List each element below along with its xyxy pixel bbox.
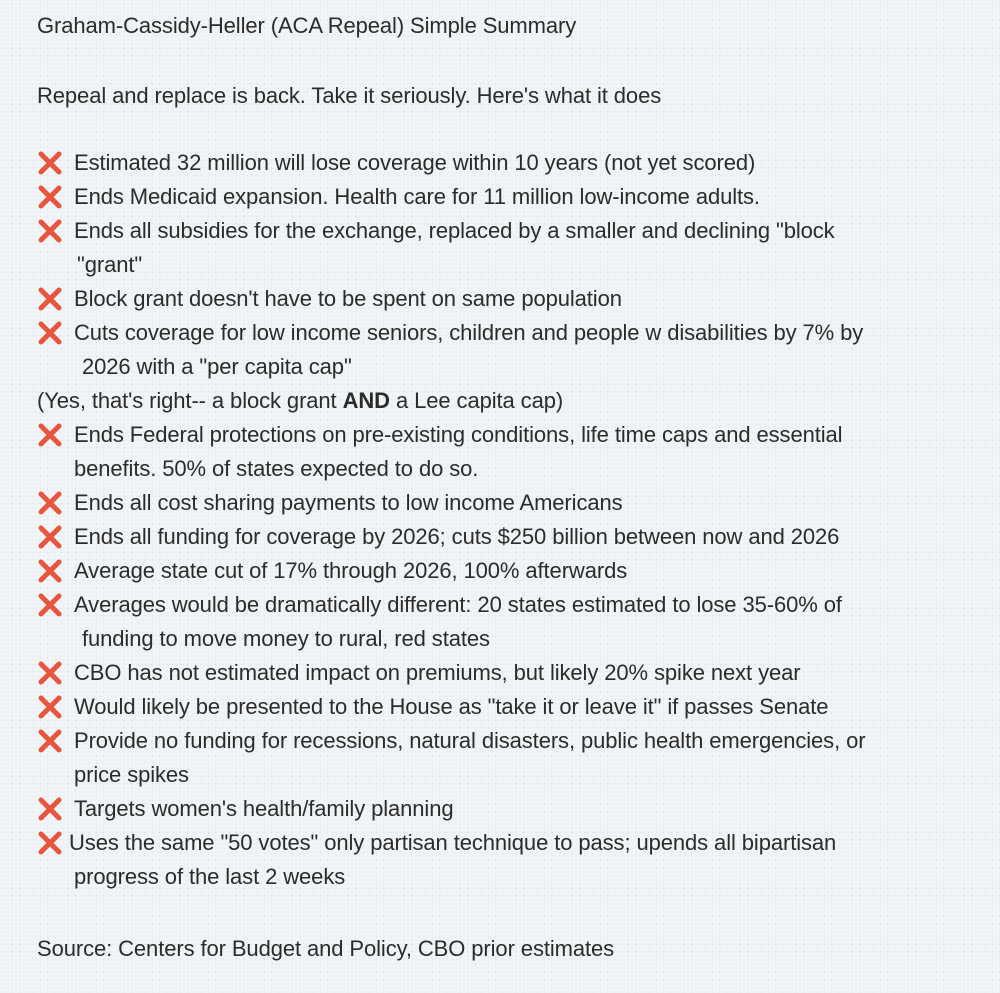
list-item-text: Averages would be dramatically different: 20 states estimated to lose 35-60% of bbox=[74, 592, 842, 617]
list-item-text: Block grant doesn't have to be spent on same population bbox=[74, 286, 622, 311]
cross-mark-icon bbox=[37, 695, 63, 719]
list-item-text: Ends all cost sharing payments to low income Americans bbox=[74, 490, 623, 515]
list-item-text: Provide no funding for recessions, natural disasters, public health emergencies, or bbox=[74, 728, 866, 753]
list-item bbox=[37, 520, 987, 554]
list-item bbox=[37, 316, 987, 384]
cross-mark-icon bbox=[37, 491, 63, 515]
list-item bbox=[37, 724, 987, 792]
list-item-continuation: "grant" bbox=[77, 252, 143, 277]
list-item-text: Would likely be presented to the House as "take it or leave it" if passes Senate bbox=[74, 694, 829, 719]
list-item-text: Targets women's health/family planning bbox=[74, 796, 454, 821]
list-item bbox=[37, 146, 987, 180]
list-item-text: CBO has not estimated impact on premiums, but likely 20% spike next year bbox=[74, 660, 801, 685]
list-item bbox=[37, 214, 987, 282]
list-item-text: Cuts coverage for low income seniors, children and people w disabilities by 7% by bbox=[74, 320, 864, 345]
list-item-text: Uses the same "50 votes" only partisan technique to pass; upends all bipartisan bbox=[69, 830, 837, 855]
list-item bbox=[37, 690, 987, 724]
note-text-after: a Lee capita cap) bbox=[389, 388, 564, 413]
list-item-continuation: progress of the last 2 weeks bbox=[74, 864, 346, 889]
list-item-text: Estimated 32 million will lose coverage within 10 years (not yet scored) bbox=[74, 150, 756, 175]
list-item bbox=[37, 486, 987, 520]
cross-mark-icon bbox=[37, 185, 63, 209]
list-item bbox=[37, 826, 987, 894]
list-item-text: Ends all subsidies for the exchange, replaced by a smaller and declining "block bbox=[74, 218, 835, 243]
list-item bbox=[37, 180, 987, 214]
cross-mark-icon bbox=[37, 661, 63, 685]
cross-mark-icon bbox=[37, 321, 63, 345]
list-item-text: Ends Federal protections on pre-existing conditions, life time caps and essential bbox=[74, 422, 843, 447]
note-bold-text: AND bbox=[342, 388, 390, 413]
source-citation: Source: Centers for Budget and Policy, CBO prior estimates bbox=[37, 936, 615, 961]
list-item-text: Ends all funding for coverage by 2026; cuts $250 billion between now and 2026 bbox=[74, 524, 840, 549]
document-title: Graham-Cassidy-Heller (ACA Repeal) Simple Summary bbox=[37, 13, 577, 38]
list-item-text: Average state cut of 17% through 2026, 100% afterwards bbox=[74, 558, 628, 583]
cross-mark-icon bbox=[37, 559, 63, 583]
list-item-continuation: benefits. 50% of states expected to do so. bbox=[74, 456, 479, 481]
list-item bbox=[37, 656, 987, 690]
cross-mark-icon bbox=[37, 287, 63, 311]
cross-mark-icon bbox=[37, 729, 63, 753]
list-item bbox=[37, 588, 987, 656]
list-item-continuation: price spikes bbox=[74, 762, 189, 787]
list-item-continuation: 2026 with a "per capita cap" bbox=[82, 354, 352, 379]
list-item bbox=[37, 282, 987, 316]
parenthetical-note bbox=[37, 384, 987, 418]
bullet-list bbox=[37, 146, 987, 894]
intro-text: Repeal and replace is back. Take it seriously. Here's what it does bbox=[37, 83, 662, 108]
cross-mark-icon bbox=[37, 219, 63, 243]
cross-mark-icon bbox=[37, 525, 63, 549]
cross-mark-icon bbox=[37, 797, 63, 821]
note-text-before: (Yes, that's right-- a block grant bbox=[37, 388, 343, 413]
list-item bbox=[37, 418, 987, 486]
cross-mark-icon bbox=[37, 831, 63, 855]
list-item bbox=[37, 792, 987, 826]
cross-mark-icon bbox=[37, 593, 63, 617]
cross-mark-icon bbox=[37, 151, 63, 175]
list-item-text: Ends Medicaid expansion. Health care for 11 million low-income adults. bbox=[74, 184, 760, 209]
list-item-continuation: funding to move money to rural, red states bbox=[82, 626, 490, 651]
list-item bbox=[37, 554, 987, 588]
cross-mark-icon bbox=[37, 423, 63, 447]
